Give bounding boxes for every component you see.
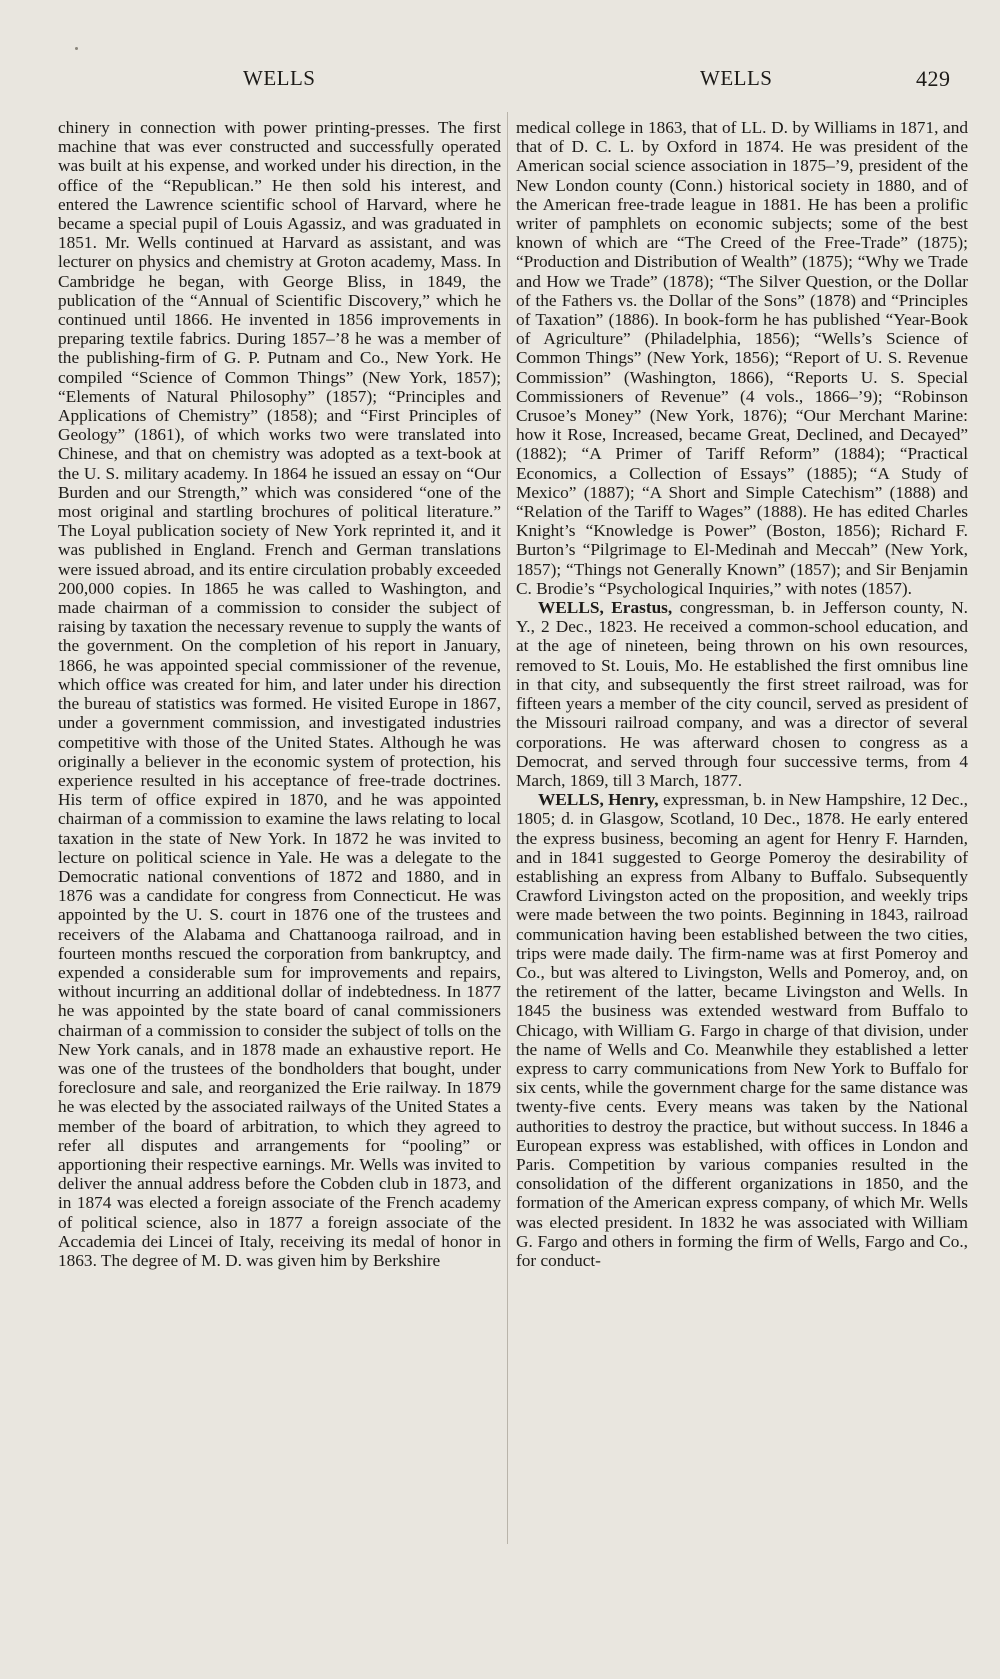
continued-entry-text: medical college in 1863, that of LL. D. by Williams in 1871, and that of D. C. L. by Oxford in 1874. He was president of the American social science association in 1875–’9, president of the New London county (Conn.) historical society in 1880, and of the American free-trade league in 1881. He has been a prolific writer of pamphlets on economic subjects; some of the best known of which are “The Creed of the Free-Trade” (1875); “Production and Distribution of Wealth” (1875); “Why we Trade and How we Trade” (1878); “The Silver Question, or the Dollar of the Fathers vs. the Dollar of the Sons” (1878) and “Principles of Taxation” (1886). In book-form he has published “Year-Book of Agriculture” (Philadelphia, 1856); “Wells’s Science of Common Things” (New York, 1856); “Report of U. S. Revenue Commission” (Washington, 1866), “Reports U. S. Special Commissioners of Revenue” (4 vols., 1866–’9); “Robinson Crusoe’s Money” (New York, 1876); “Our Merchant Marine: how it Rose, Increased, became Great, Declined, and Decayed” (1882); “A Primer of Tariff Reform” (1884); “Practical Economics, a Collection of Essays” (1885); “A Study of Mexico” (1887); “A Short and Simple Catechism” (1888) and “Relation of the Tariff to Wages” (1888). He has edited Charles Knight’s “Knowledge is Power” (Boston, 1856); Richard F. Burton’s “Pilgrimage to El-Medinah and Meccah” (New York, 1857); “Things not Generally Known” (1857); and Sir Benjamin C. Brodie’s “Psychological Inquiries,” with notes (1857). [516, 118, 968, 598]
entry-henry-wells [516, 790, 968, 1270]
entry-erastus-wells [516, 598, 968, 790]
entry-body: congressman, b. in Jefferson county, N. Y., 2 Dec., 1823. He received a common-school education, and at the age of nineteen, being thrown on his own resources, removed to St. Louis, Mo. He established the first omnibus line in that city, and subsequently the first street railroad, was for fifteen years a member of the city council, served as president of the Missouri railroad company, and was a director of several corporations. He was afterward chosen to congress as a Democrat, and served through four successive terms, from 4 March, 1869, till 3 March, 1877. [516, 598, 968, 790]
right-column [516, 118, 968, 1270]
right-running-head: WELLS [700, 66, 773, 90]
entry-body: expressman, b. in New Hampshire, 12 Dec., 1805; d. in Glasgow, Scotland, 10 Dec., 1878. He early entered the express business, becoming an agent for Henry F. Harnden, and in 1841 suggested to George Pomeroy the desirability of establishing an express from Albany to Buffalo. Subsequently Crawford Livingston acted on the proposition, and weekly trips were made between the two points. Beginning in 1843, railroad communication having been established between the two cities, trips were made daily. The firm-name was at first Pomeroy and Co., but was altered to Livingston, Wells and Pomeroy, and, on the retirement of the latter, became Livingston and Wells. In 1845 the business was extended westward from Buffalo to Chicago, with William G. Fargo in charge of that division, under the name of Wells and Co. Meanwhile they established a letter express to carry communications from New York to Buffalo for six cents, while the government charge for the same distance was twenty-five cents. Every means was taken by the National authorities to destroy the practice, but without success. In 1846 a European express was established, with offices in London and Paris. Competition by various companies resulted in the consolidation of the different organizations in 1850, and the formation of the American express company, of which Mr. Wells was elected president. In 1832 he was associated with William G. Fargo and others in forming the firm of Wells, Fargo and Co., for conduct- [516, 790, 968, 1270]
speck-mark [75, 47, 78, 50]
page-number: 429 [916, 66, 951, 91]
entry-heading: WELLS, Erastus, [538, 598, 673, 618]
entry-heading: WELLS, Henry, [538, 790, 659, 810]
left-column [58, 118, 501, 1270]
left-running-head: WELLS [243, 66, 316, 90]
column-gutter [507, 112, 508, 1544]
left-column-text: chinery in connection with power printing-presses. The first machine that was ever constructed and successfully operated was built at his expense, and worked under his direction, in the office of the “Republican.” He then sold his interest, and entered the Lawrence scientific school of Harvard, where he became a special pupil of Louis Agassiz, and was graduated in 1851. Mr. Wells continued at Harvard as assistant, and was lecturer on physics and chemistry at Groton academy, Mass. In Cambridge he began, with George Bliss, in 1849, the publication of the “Annual of Scientific Discovery,” which he continued until 1866. He invented in 1856 improvements in preparing textile fabrics. During 1857–’8 he was a member of the publishing-firm of G. P. Putnam and Co., New York. He compiled “Science of Common Things” (New York, 1857); “Elements of Natural Philosophy” (1857); “Principles and Applications of Chemistry” (1858); and “First Principles of Geology” (1861), of which works two were translated into Chinese, and that on chemistry was adopted as a text-book at the U. S. military academy. In 1864 he issued an essay on “Our Burden and our Strength,” which was considered “one of the most original and startling brochures of political literature.” The Loyal publication society of New York reprinted it, and it was published in England. French and German translations were issued abroad, and its entire circulation probably exceeded 200,000 copies. In 1865 he was called to Washington, and made chairman of a commission to consider the subject of raising by taxation the necessary revenue to supply the wants of the government. On the completion of his report in January, 1866, he was appointed special commissioner of the revenue, which office was created for him, and later under his direction the bureau of statistics was formed. He visited Europe in 1867, under a government commission, and investigated industries competitive with those of the United States. Although he was originally a believer in the economic system of protection, his experience resulted in his acceptance of free-trade doctrines. His term of office expired in 1870, and he was appointed chairman of a commission to examine the laws relating to local taxation in the state of New York. In 1872 he was invited to lecture on political science in Yale. He was a delegate to the Democratic national conventions of 1872 and 1880, and in 1876 was a candidate for congress from Connecticut. He was appointed by the U. S. court in 1876 one of the trustees and receivers of the Alabama and Chattanooga railroad, and in fourteen months rescued the corporation from bankruptcy, and expended a considerable sum for improvements and repairs, without incurring an additional dollar of indebtedness. In 1877 he was appointed by the state board of canal commissioners chairman of a commission to consider the subject of tolls on the New York canals, and in 1878 made an exhaustive report. He was one of the trustees of the bondholders that bought, under foreclosure and sale, and reorganized the Erie railway. In 1879 he was elected by the associated railways of the United States a member of the board of arbitration, to which they agreed to refer all disputes and arrangements for “pooling” or apportioning their respective earnings. Mr. Wells was invited to deliver the annual address before the Cobden club in 1873, and in 1874 was elected a foreign associate of the French academy of political science, also in 1877 a foreign associate of the Accademia dei Lincei of Italy, receiving its medal of honor in 1863. The degree of M. D. was given him by Berkshire [58, 118, 501, 1270]
